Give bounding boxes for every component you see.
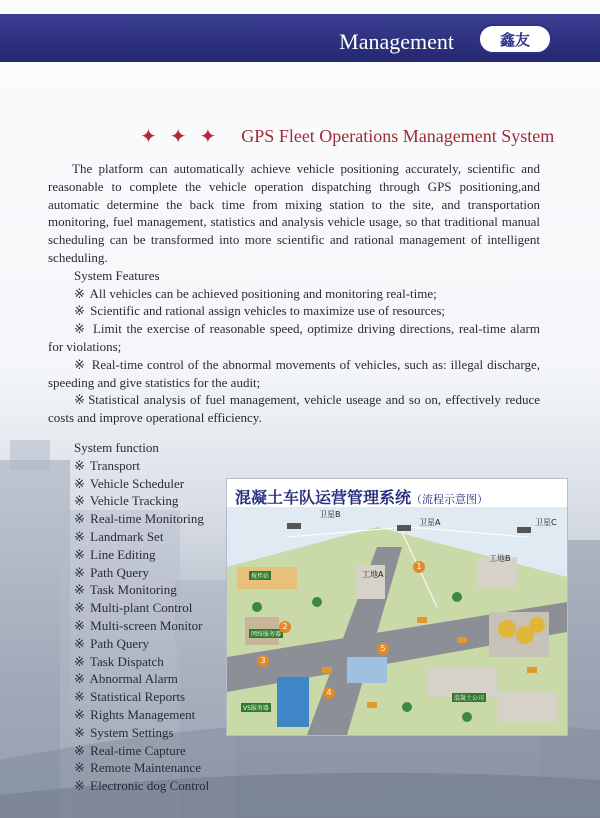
server-tag: VS服务器: [243, 705, 269, 712]
step-marker: 5: [377, 643, 389, 655]
feature-text: Limit the exercise of reasonable speed, optimize driving directions, real-time alarm for violations;: [48, 321, 541, 354]
function-item: ※ Vehicle Scheduler: [74, 475, 185, 491]
brand-logo: [478, 24, 552, 54]
function-item: ※ Rights Management: [74, 706, 196, 722]
reference-mark-icon: ※: [74, 689, 85, 705]
functions-heading: System function: [74, 440, 159, 455]
section-title: GPS Fleet Operations Management System: [241, 125, 555, 146]
reference-mark-icon: ※: [74, 546, 85, 562]
reference-mark-icon: ※: [74, 475, 85, 491]
satellite-label: 卫星B: [319, 510, 341, 519]
function-item: ※ Real-time Capture: [74, 742, 186, 758]
function-item: ※ Task Dispatch: [74, 653, 164, 669]
feature-text: Scientific and rational assign vehicles to maximize use of resources;: [90, 303, 446, 319]
function-item: ※ Path Query: [74, 564, 150, 580]
reference-mark-icon: ※: [74, 285, 85, 301]
step-marker: 3: [257, 655, 269, 667]
reference-mark-icon: ※: [74, 617, 85, 633]
reference-mark-icon: ※: [74, 671, 85, 687]
intro-paragraph: The platform can automatically achieve vehicle positioning accurately, scientific and reasonable to complete the vehicle operation dispatching through GPS positioning,and automatic determine the back time from mixing station to the site, and transportation monitoring, fuel management, statistics and analysis vehicle usage, so that traditional manual scheduling can be transformed into more scientific and rational management of intelligent scheduling.: [48, 161, 540, 265]
diagram-subtitle: （流程示意图）: [411, 493, 489, 506]
satellite-label: 卫星A: [419, 518, 441, 527]
feature-item: [48, 285, 540, 303]
function-item: ※ Vehicle Tracking: [74, 493, 179, 509]
diagram-title: 混凝土车队运营管理系统（流程示意图）: [235, 488, 489, 507]
body-text: [48, 160, 540, 427]
reference-mark-icon: ※: [74, 653, 85, 669]
function-item: ※ System Settings: [74, 724, 174, 740]
step-marker: 2: [279, 621, 291, 633]
reference-mark-icon: ※: [74, 528, 85, 544]
reference-mark-icon: ※: [74, 321, 87, 337]
function-item: ※ Line Editing: [74, 546, 156, 562]
reference-mark-icon: ※: [74, 457, 85, 473]
function-item: ※ Statistical Reports: [74, 689, 186, 705]
reference-mark-icon: ※: [74, 564, 85, 580]
page-title: Management: [339, 29, 454, 54]
function-item: ※ Multi-plant Control: [74, 600, 193, 616]
feature-item: [48, 356, 540, 392]
star-icon: ✦: [199, 124, 217, 148]
function-item: ※ Real-time Monitoring: [74, 511, 204, 527]
feature-text: Real-time control of the abnormal movements of vehicles, such as: illegal discharge, speeding and give statistics for the audit;: [48, 356, 541, 390]
reference-mark-icon: ※: [74, 511, 85, 527]
function-item: ※ Multi-screen Monitor: [74, 617, 203, 633]
step-marker: 4: [323, 687, 335, 699]
features-heading: System Features: [74, 267, 160, 283]
function-list: [74, 439, 209, 795]
reference-mark-icon: ※: [74, 303, 85, 319]
diagram-illustration: [227, 507, 567, 735]
feature-item: [48, 391, 540, 427]
reference-mark-icon: ※: [74, 392, 87, 408]
reference-mark-icon: ※: [74, 724, 85, 740]
function-item: ※ Path Query: [74, 635, 150, 651]
satellite-label: 卫星C: [535, 518, 557, 527]
star-icon: ✦: [169, 124, 187, 148]
system-flow-diagram: [226, 478, 568, 736]
function-item: ※ Abnormal Alarm: [74, 671, 178, 687]
reference-mark-icon: ※: [74, 760, 85, 776]
reference-mark-icon: ※: [74, 778, 85, 794]
function-item: ※ Landmark Set: [74, 528, 164, 544]
company-tag: 混凝土公司: [454, 695, 485, 702]
station-tag: 搅拌站: [251, 573, 270, 580]
reference-mark-icon: ※: [74, 635, 85, 651]
feature-text: Statistical analysis of fuel management, vehicle useage and so on, effectively reduce costs and improve operational efficiency.: [48, 392, 540, 426]
section-heading: [140, 124, 554, 148]
site-label: 工地B: [489, 554, 511, 563]
site-label: 工地A: [362, 570, 384, 579]
reference-mark-icon: ※: [74, 600, 85, 616]
feature-item: [48, 320, 540, 356]
reference-mark-icon: ※: [74, 706, 85, 722]
function-item: ※ Transport: [74, 457, 141, 473]
feature-item: [48, 302, 540, 320]
reference-mark-icon: ※: [74, 582, 85, 598]
server-tag: 网络服务器: [251, 631, 282, 638]
brand-logo-text: 鑫友: [499, 30, 530, 49]
feature-text: All vehicles can be achieved positioning and monitoring real-time;: [89, 285, 437, 301]
function-item: ※ Task Monitoring: [74, 582, 177, 598]
function-item: ※ Remote Maintenance: [74, 760, 201, 776]
reference-mark-icon: ※: [74, 493, 85, 509]
reference-mark-icon: ※: [74, 742, 85, 758]
step-marker: 1: [413, 561, 425, 573]
function-item: ※ Electronic dog Control: [74, 778, 210, 794]
star-icon: ✦: [140, 124, 157, 148]
reference-mark-icon: ※: [74, 356, 86, 372]
